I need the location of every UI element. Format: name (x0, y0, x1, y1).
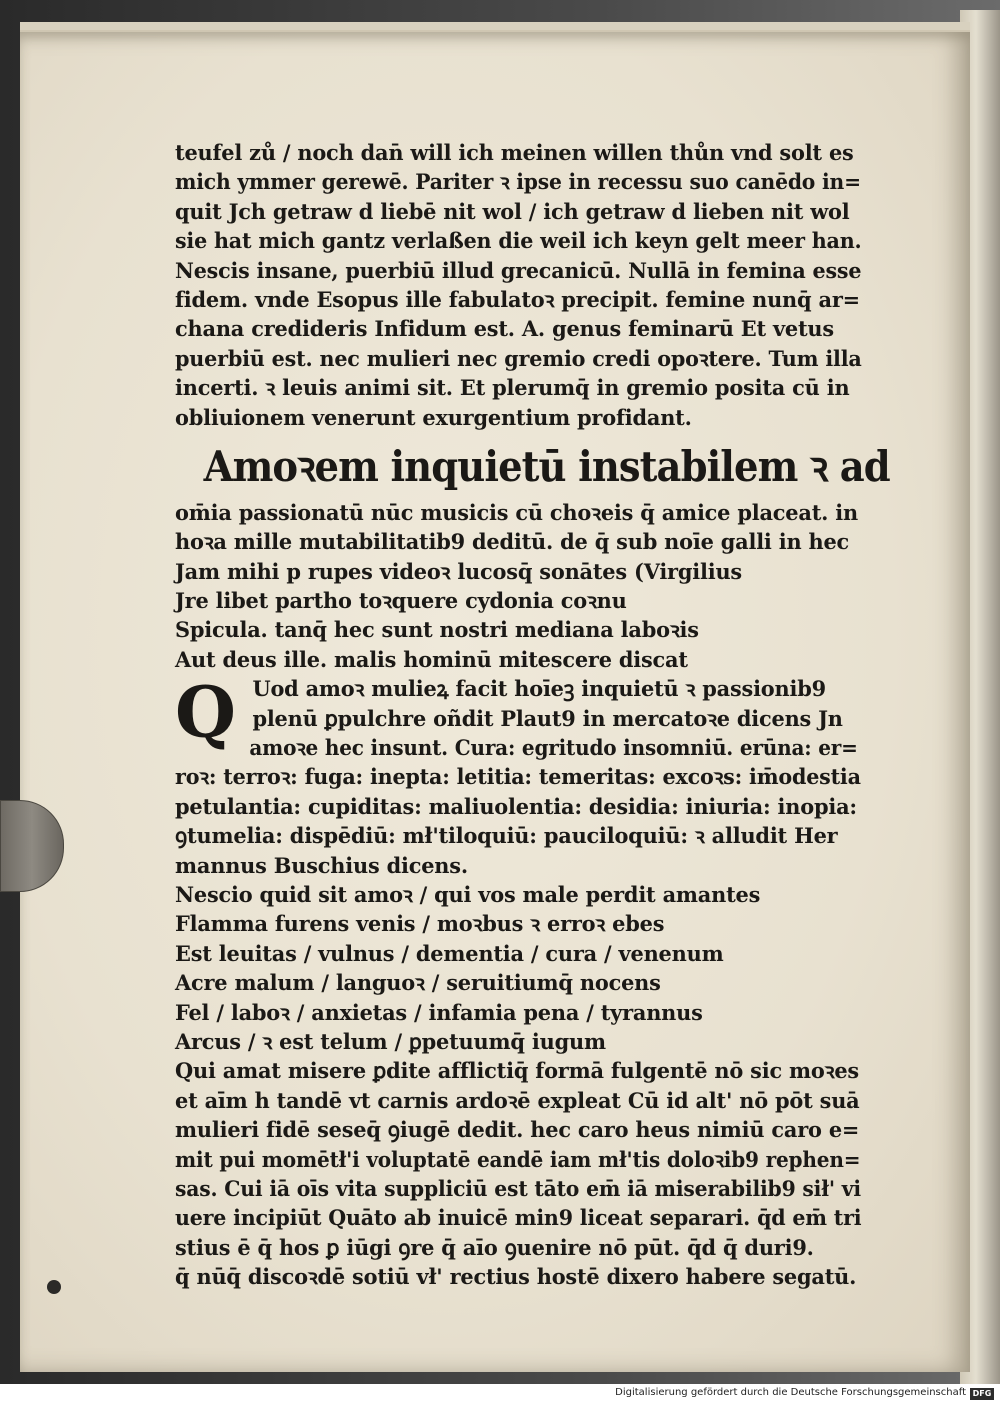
text-line: et aīm h tandē vt carnis ardoꝛē expleat Cū id alt' nō pōt suā (175, 1087, 860, 1113)
paragraph-with-initial (175, 671, 865, 762)
text-line: quit Jch getraw d liebē nit wol / ich getraw d lieben nit wol (175, 198, 850, 224)
paragraph-bottom (175, 1056, 865, 1291)
text-line: teufel zů / noch dan̄ will ich meinen willen thůn vnd solt es (175, 140, 854, 165)
verse-line: Nescio quid sit amoꝛ / qui vos male perdit amantes (175, 881, 761, 907)
text-line: ꝯtumelia: dispēdiū: mł'tiloquiū: pauciloquiū: ꝛ alludit Her (175, 823, 838, 849)
dfg-logo-icon: DFG (970, 1388, 994, 1400)
text-line: mulieri fidē seseq̄ ꝯiugē dedit. hec caro heus nimiū caro e= (175, 1117, 860, 1143)
text-line: fidem. vnde Esopus ille fabulatoꝛ precipit. femine nunq̄ ar= (175, 286, 860, 312)
text-line: roꝛ: terroꝛ: fuga: inepta: letitia: temeritas: excoꝛs: im̄odestia (175, 764, 861, 790)
footer-bar (0, 1384, 1000, 1404)
verse-line: Flamma furens venis / moꝛbus ꝛ erroꝛ ebes (175, 911, 665, 937)
text-line: mit pui momētł'i voluptatē eandē iam mł'tis doloꝛib9 rephen= (175, 1146, 861, 1172)
text-line: chana credideris Infidum est. A. genus feminarū Et vetus (175, 316, 834, 342)
paragraph-top (175, 138, 865, 432)
text-line: Qui amat misere ꝑdite afflictiq̄ formā fulgentē nō sic moꝛes (175, 1058, 859, 1084)
text-line: Uod amoꝛ mulieꝝ facit hoīeꝫ inquietū ꝛ passionib9 (252, 676, 826, 702)
binding-hole (47, 1280, 61, 1294)
drop-initial: Q (175, 671, 236, 755)
text-line: sie hat mich gantz verlaßen die weil ich keyn gelt meer han. (175, 228, 862, 254)
text-line: plenū ꝑpulchre oñdit Plaut9 in mercatoꝛe dicens Jn (252, 705, 843, 731)
verse-block-buschius (175, 880, 865, 1056)
section-heading: Amoꝛem inquietū instabilem ꝛ ad (203, 441, 890, 491)
text-line: mich ymmer gerewē. Pariter ꝛ ipse in recessu suo canēdo in= (175, 169, 861, 195)
text-line: om̄ia passionatū nūc musicis cū choꝛeis q̄ amice placeat. in (175, 499, 859, 525)
paragraph-middle (175, 762, 865, 880)
text-line: obliuionem venerunt exurgentium profidant. (175, 404, 692, 430)
text-line: uere incipiūt Quāto ab inuicē min9 liceat separari. q̄d em̄ tri (175, 1205, 862, 1231)
page-text-block (175, 138, 890, 1291)
text-line: amoꝛe hec insunt. Cura: egritudo insomniū. erūna: er= (249, 735, 858, 761)
verse-line: Fel / laboꝛ / anxietas / infamia pena / tyrannus (175, 999, 703, 1025)
verse-line: Jre libet partho toꝛquere cydonia coꝛnu (175, 588, 627, 614)
text-line: petulantia: cupiditas: maliuolentia: desidia: iniuria: inopia: (175, 793, 857, 819)
verse-line: Arcus / ꝛ est telum / ꝑpetuumq̄ iugum (175, 1028, 606, 1054)
verse-line: Spicula. tanq̄ hec sunt nostri mediana laboꝛis (175, 617, 699, 643)
text-line: Nescis insane, puerbiū illud grecanicū. Nullā in femina esse (175, 257, 862, 283)
text-line: sas. Cui iā oīs vita suppliciū est tāto em̄ iā miserabilib9 sił' vi (175, 1175, 861, 1201)
text-line: stius ē q̄ hos ꝑ iūgi ꝯre q̄ aīo ꝯuenire nō pūt. q̄d q̄ duri9. (175, 1234, 814, 1260)
text-line: puerbiū est. nec mulieri nec gremio credi opoꝛtere. Tum illa (175, 345, 862, 371)
text-line: incerti. ꝛ leuis animi sit. Et plerumq̄ in gremio posita cū in (175, 375, 850, 401)
paragraph-after-heading (175, 498, 865, 557)
verse-block-virgil (175, 557, 865, 675)
funding-credit: Digitalisierung gefördert durch die Deutsche Forschungsgemeinschaft (615, 1387, 966, 1398)
verse-line: Aut deus ille. malis hominū mitescere discat (175, 646, 688, 672)
verse-line: Acre malum / languoꝛ / seruitiumq̄ nocens (175, 970, 661, 996)
verse-line: Jam mihi p rupes videoꝛ lucosq̄ sonātes (Virgilius (175, 558, 742, 584)
verse-line: Est leuitas / vulnus / dementia / cura / venenum (175, 940, 724, 966)
text-line: hoꝛa mille mutabilitatib9 deditū. de q̄ sub noīe galli in hec (175, 529, 850, 555)
text-line: mannus Buschius dicens. (175, 852, 468, 878)
text-line: q̄ nūq̄ discoꝛdē sotiū vł' rectius hostē dixero habere segatū. (175, 1264, 857, 1290)
